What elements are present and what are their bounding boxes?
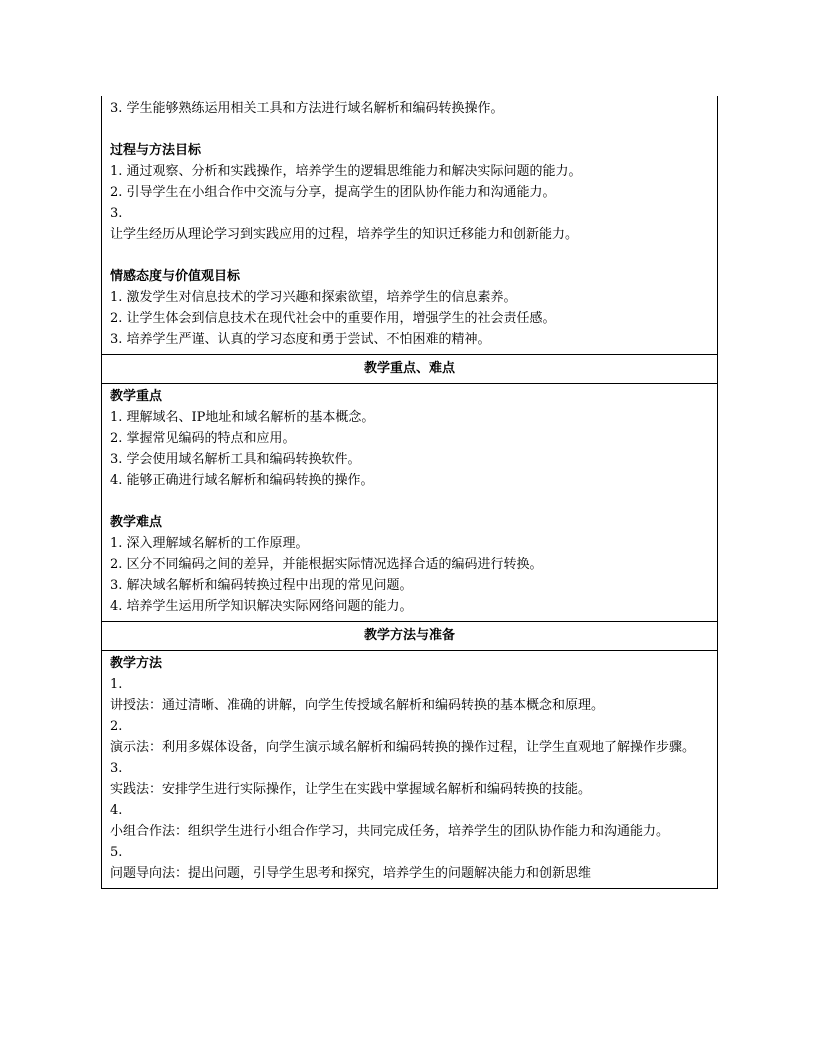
knowledge-objective-item-3: 3. 学生能够熟练运用相关工具和方法进行域名解析和编码转换操作。 — [110, 101, 504, 116]
difficulty-item: 1. 深入理解域名解析的工作原理。 — [110, 536, 309, 551]
key-difficult-points-cell — [102, 384, 717, 621]
method-description: 实践法：安排学生进行实际操作，让学生在实践中掌握域名解析和编码转换的技能。 — [110, 782, 592, 797]
process-objective-item: 让学生经历从理论学习到实践应用的过程，培养学生的知识迁移能力和创新能力。 — [110, 227, 579, 242]
lesson-plan-table — [101, 96, 718, 889]
method-description: 小组合作法：组织学生进行小组合作学习，共同完成任务，培养学生的团队协作能力和沟通能力。 — [110, 824, 670, 839]
difficulty-item: 3. 解决域名解析和编码转换过程中出现的常见问题。 — [110, 578, 413, 593]
method-number: 2. — [110, 719, 123, 734]
key-point-item: 3. 学会使用域名解析工具和编码转换软件。 — [110, 452, 361, 467]
process-objective-item: 1. 通过观察、分析和实践操作，培养学生的逻辑思维能力和解决实际问题的能力。 — [110, 164, 582, 179]
key-points-heading: 教学重点 — [110, 389, 163, 404]
methods-cell — [102, 651, 717, 888]
difficulty-item: 2. 区分不同编码之间的差异，并能根据实际情况选择合适的编码进行转换。 — [110, 557, 543, 572]
methods-heading: 教学方法 — [110, 656, 163, 671]
emotion-objectives-heading: 情感态度与价值观目标 — [110, 269, 241, 284]
method-description: 讲授法：通过清晰、准确的讲解，向学生传授域名解析和编码转换的基本概念和原理。 — [110, 698, 605, 713]
difficulty-item: 4. 培养学生运用所学知识解决实际网络问题的能力。 — [110, 599, 413, 614]
key-point-item: 1. 理解域名、IP地址和域名解析的基本概念。 — [110, 410, 375, 425]
methods-preparation-header: 教学方法与准备 — [102, 621, 717, 651]
difficulties-heading: 教学难点 — [110, 515, 163, 530]
emotion-objective-item: 1. 激发学生对信息技术的学习兴趣和探索欲望，培养学生的信息素养。 — [110, 290, 517, 305]
objectives-cell — [102, 96, 717, 354]
process-objective-item: 2. 引导学生在小组合作中交流与分享，提高学生的团队协作能力和沟通能力。 — [110, 185, 556, 200]
method-number: 4. — [110, 803, 123, 818]
process-objectives-heading: 过程与方法目标 — [110, 143, 202, 158]
method-description: 问题导向法：提出问题，引导学生思考和探究，培养学生的问题解决能力和创新思维 — [110, 866, 592, 881]
emotion-objective-item: 2. 让学生体会到信息技术在现代社会中的重要作用，增强学生的社会责任感。 — [110, 311, 556, 326]
method-number: 1. — [110, 677, 123, 692]
process-objective-item: 3. — [110, 206, 123, 221]
method-description: 演示法：利用多媒体设备，向学生演示域名解析和编码转换的操作过程，让学生直观地了解操作步骤。 — [110, 740, 696, 755]
method-number: 3. — [110, 761, 123, 776]
method-number: 5. — [110, 845, 123, 860]
emotion-objective-item: 3. 培养学生严谨、认真的学习态度和勇于尝试、不怕困难的精神。 — [110, 332, 491, 347]
key-point-item: 2. 掌握常见编码的特点和应用。 — [110, 431, 296, 446]
key-point-item: 4. 能够正确进行域名解析和编码转换的操作。 — [110, 473, 374, 488]
key-difficult-points-header: 教学重点、难点 — [102, 354, 717, 384]
